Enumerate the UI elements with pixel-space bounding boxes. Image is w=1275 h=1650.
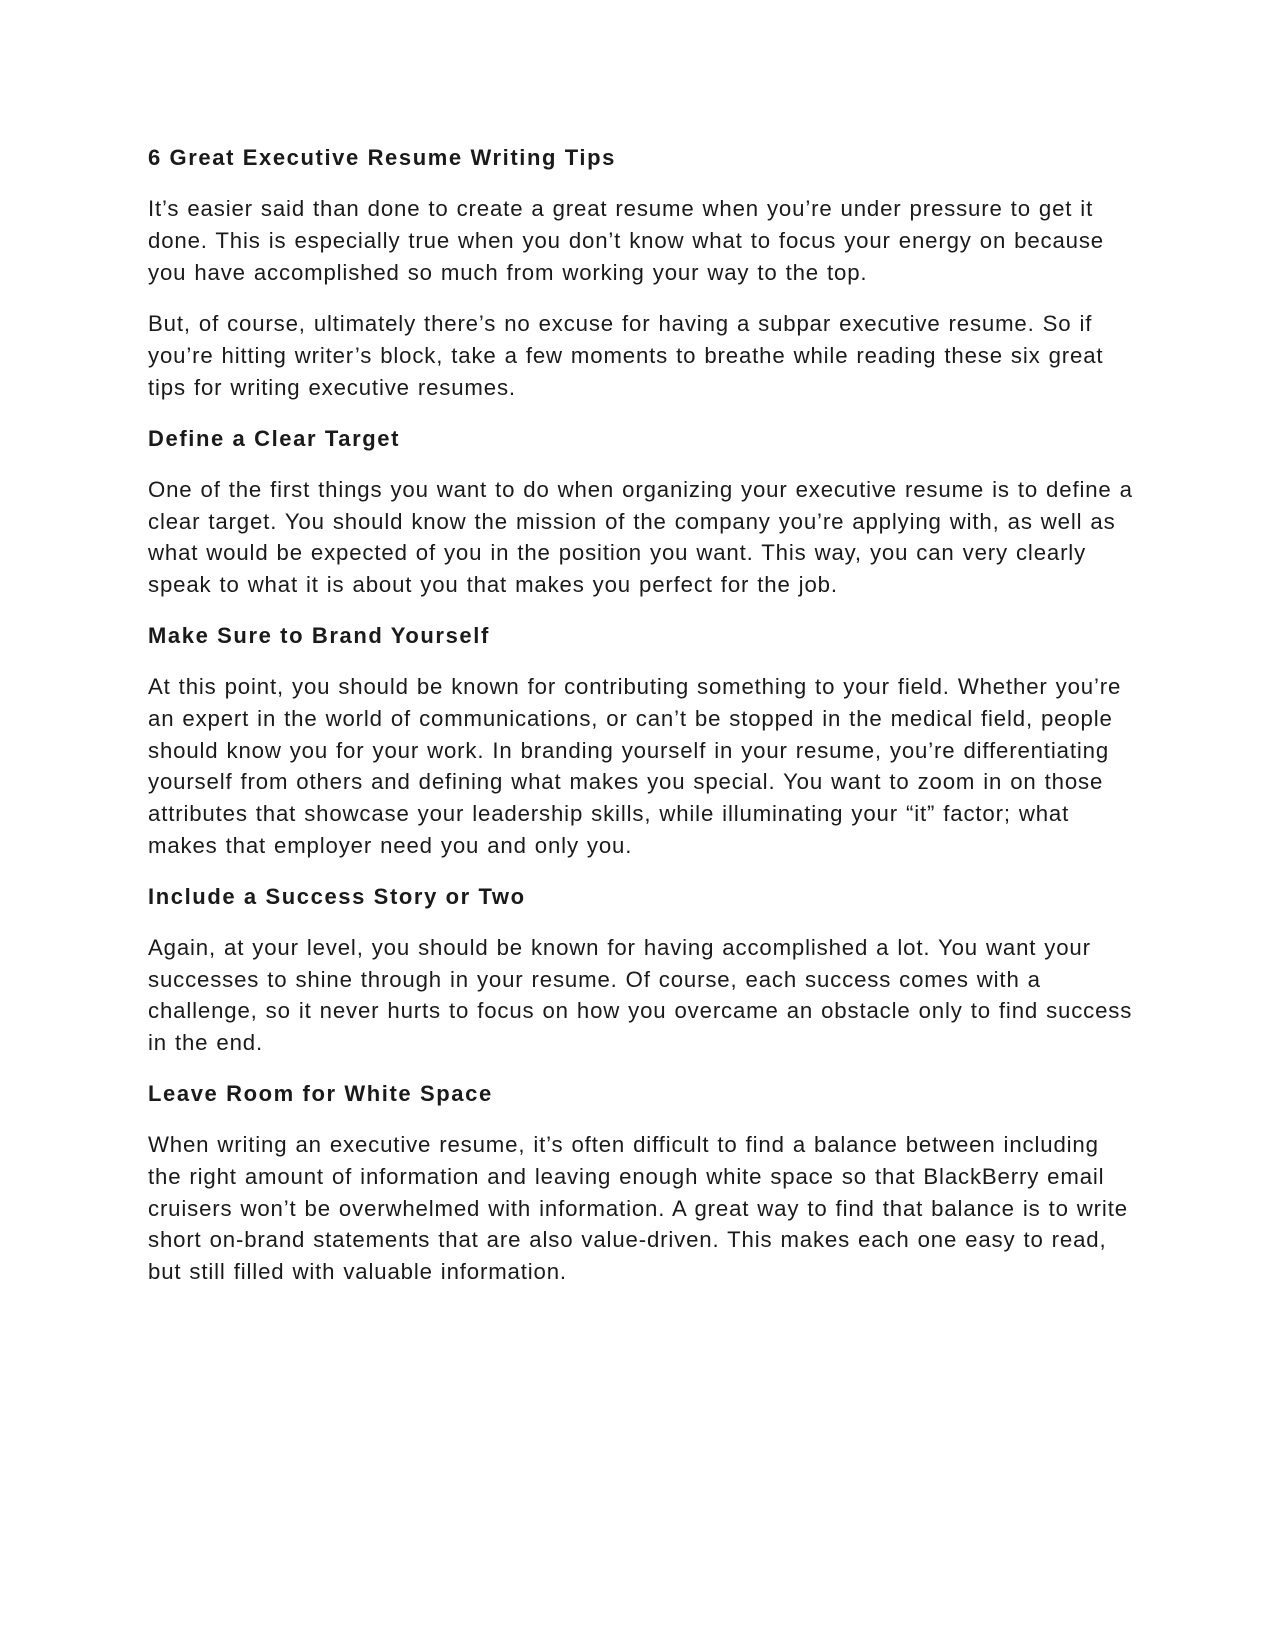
section-heading: Leave Room for White Space (148, 1080, 493, 1106)
section-define-clear-target (148, 424, 1133, 601)
document-page (148, 143, 1133, 1288)
section-heading: Include a Success Story or Two (148, 883, 526, 909)
section-body: When writing an executive resume, it’s often difficult to find a balance between including the right amount of information and leaving enough white space so that BlackBerry email cruisers won’t be overwhelmed with information. A great way to find that balance is to write short on-brand statements that are also value-driven. This makes each one easy to read, but still filled with valuable information. (148, 1131, 1128, 1285)
document-title: 6 Great Executive Resume Writing Tips (148, 145, 616, 170)
section-heading: Define a Clear Target (148, 425, 401, 451)
section-white-space (148, 1079, 1133, 1288)
section-heading: Make Sure to Brand Yourself (148, 622, 490, 648)
section-brand-yourself (148, 621, 1133, 862)
section-body: At this point, you should be known for contributing something to your field. Whether you’re an expert in the world of communications, or can’t be stopped in the medical field, people should know you for your work. In branding yourself in your resume, you’re differentiating yourself from others and defining what makes you special. You want to zoom in on those attributes that showcase your leadership skills, while illuminating your “it” factor; what makes that employer need you and only you. (148, 673, 1122, 858)
intro-paragraph: It’s easier said than done to create a great resume when you’re under pressure to get it done. This is especially true when you don’t know what to focus your energy on because you have accomplished so much from working your way to the top. (148, 196, 1104, 285)
section-success-story (148, 882, 1133, 1059)
intro-paragraph: But, of course, ultimately there’s no excuse for having a subpar executive resume. So if you’re hitting writer’s block, take a few moments to breathe while reading these six great tips for writing executive resumes. (148, 311, 1104, 400)
section-body: One of the first things you want to do when organizing your executive resume is to define a clear target. You should know the mission of the company you’re applying with, as well as what would be expected of you in the position you want. This way, you can very clearly speak to what it is about you that makes you perfect for the job. (148, 476, 1133, 598)
section-body: Again, at your level, you should be known for having accomplished a lot. You want your successes to shine through in your resume. Of course, each success comes with a challenge, so it never hurts to focus on how you overcame an obstacle only to find success in the end. (148, 934, 1133, 1056)
